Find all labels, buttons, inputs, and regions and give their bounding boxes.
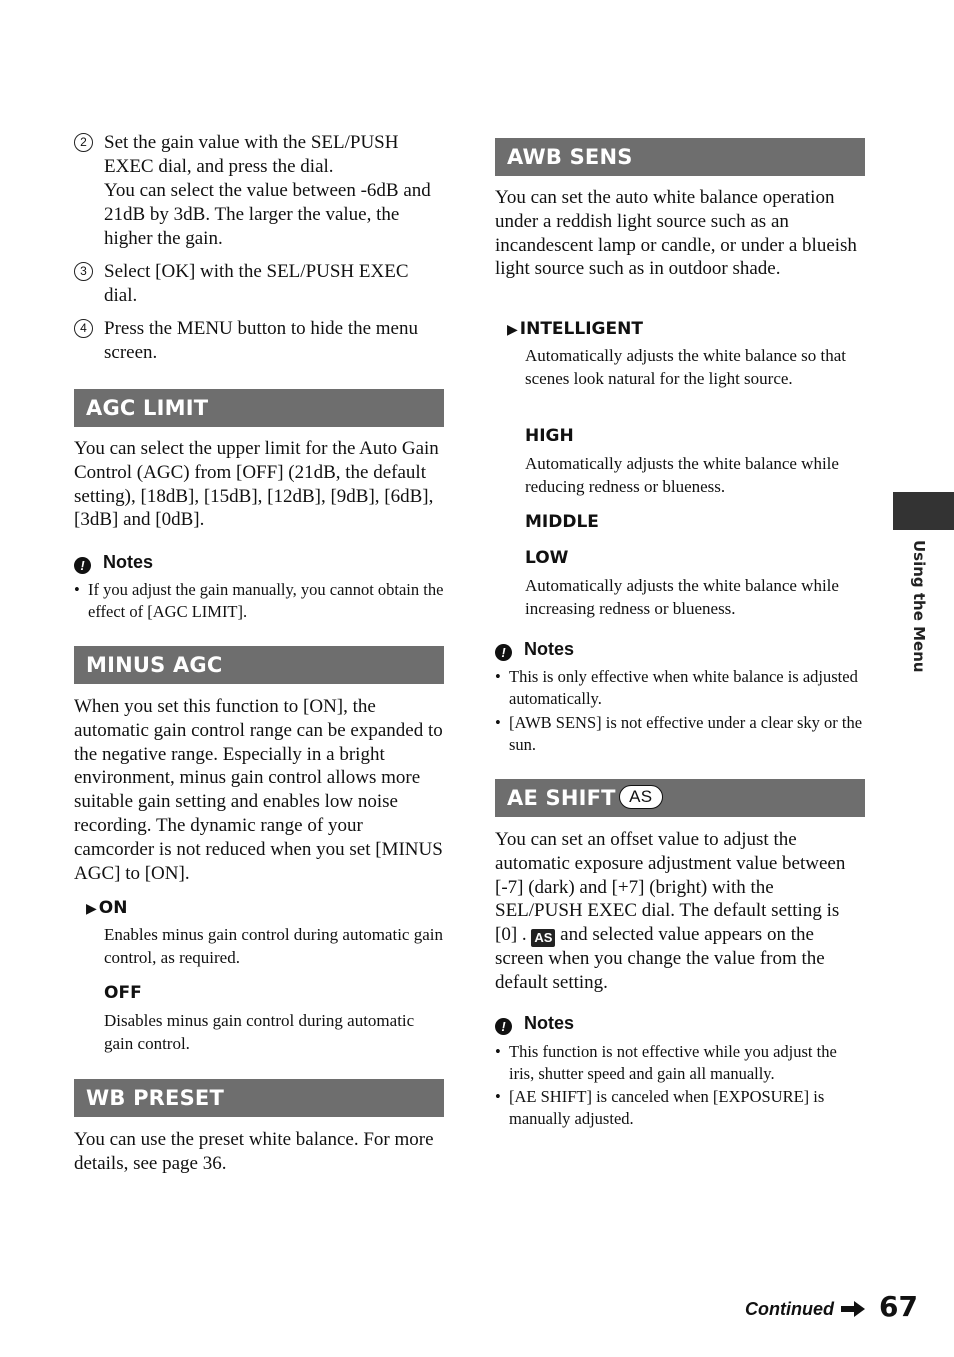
option-middle-title: MIDDLE — [525, 512, 599, 532]
continued-label: Continued — [745, 1299, 834, 1319]
agc-limit-header — [74, 389, 444, 427]
agc-limit-body: You can select the upper limit for the Auto Gain Control (AGC) from [OFF] (21dB, the default setting), [18dB], [15dB], [12dB], [9dB], [6dB], [3dB] and [0dB]. — [74, 438, 439, 531]
option-intelligent-title: ▶ INTELLIGENT — [507, 319, 643, 339]
section-title: AWB SENS — [507, 145, 633, 169]
section-title: WB PRESET — [86, 1086, 224, 1110]
side-tab-marker — [893, 492, 954, 530]
ae-shift-notes-heading: ! Notes — [495, 1011, 574, 1035]
awb-sens-header — [495, 138, 865, 176]
option-on-title: ▶ ON — [86, 898, 128, 918]
awb-sens-body: You can set the auto white balance operation under a reddish light source such as an incandescent lamp or candle, or under a blueish light source such as in outdoor shade. — [495, 187, 857, 280]
section-title: MINUS AGC — [86, 653, 223, 677]
arrow-right-icon — [841, 1301, 865, 1317]
option-on-desc: Enables minus gain control during automatic gain control, as required. — [104, 925, 443, 967]
awb-sens-notes-heading: ! Notes — [495, 637, 574, 661]
option-high-title: HIGH — [525, 426, 574, 446]
side-section-label: Using the Menu — [910, 540, 928, 673]
minus-agc-header — [74, 646, 444, 684]
as-badge-icon: AS — [619, 785, 663, 809]
as-indicator-icon: AS — [531, 929, 555, 947]
ae-shift-header — [495, 779, 865, 817]
note-icon: ! — [495, 644, 512, 661]
ae-shift-body: You can set an offset value to adjust the automatic exposure adjustment value between [-7] (dark) and [+7] (bright) with the SEL/PUSH EXEC dial. The default setting is [0] . AS and selected value appears on the screen when you change the value from the default setting. — [495, 829, 846, 993]
wb-preset-header — [74, 1079, 444, 1117]
section-title: AE SHIFT — [507, 786, 616, 810]
step-text: Press the MENU button to hide the menu screen. — [104, 318, 418, 363]
step-text: Set the gain value with the SEL/PUSH EXEC dial, and press the dial. — [104, 132, 399, 177]
step-text: Select [OK] with the SEL/PUSH EXEC dial. — [104, 261, 409, 306]
note-icon: ! — [495, 1018, 512, 1035]
section-title: AGC LIMIT — [86, 396, 209, 420]
play-triangle-icon: ▶ — [86, 901, 97, 917]
play-triangle-icon: ▶ — [507, 322, 518, 338]
step-number: 4 — [74, 319, 93, 338]
option-high-desc: Automatically adjusts the white balance while reducing redness or blueness. — [525, 454, 839, 496]
step-number: 2 — [74, 133, 93, 152]
step-number: 3 — [74, 262, 93, 281]
option-low-title: LOW — [525, 548, 569, 568]
note-icon: ! — [74, 557, 91, 574]
option-off-desc: Disables minus gain control during automatic gain control. — [104, 1011, 415, 1053]
minus-agc-body: When you set this function to [ON], the automatic gain control range can be expanded to the negative range. Especially in a bright environment, minus gain control allows more suitable gain setting and enables low noise recording. The dynamic range of your camcorder is not reduced when you set [MINUS AGC] to [ON]. — [74, 696, 443, 884]
agc-limit-notes-heading: ! Notes — [74, 550, 153, 574]
page-number: 67 — [879, 1290, 918, 1323]
step-subtext: You can select the value between -6dB and 21dB by 3dB. The larger the value, the higher the gain. — [104, 180, 431, 249]
option-low-desc: Automatically adjusts the white balance while increasing redness or blueness. — [525, 576, 839, 618]
option-off-title: OFF — [104, 983, 142, 1003]
wb-preset-body: You can use the preset white balance. For more details, see page 36. — [74, 1129, 434, 1174]
option-intelligent-desc: Automatically adjusts the white balance so that scenes look natural for the light source. — [525, 346, 847, 388]
